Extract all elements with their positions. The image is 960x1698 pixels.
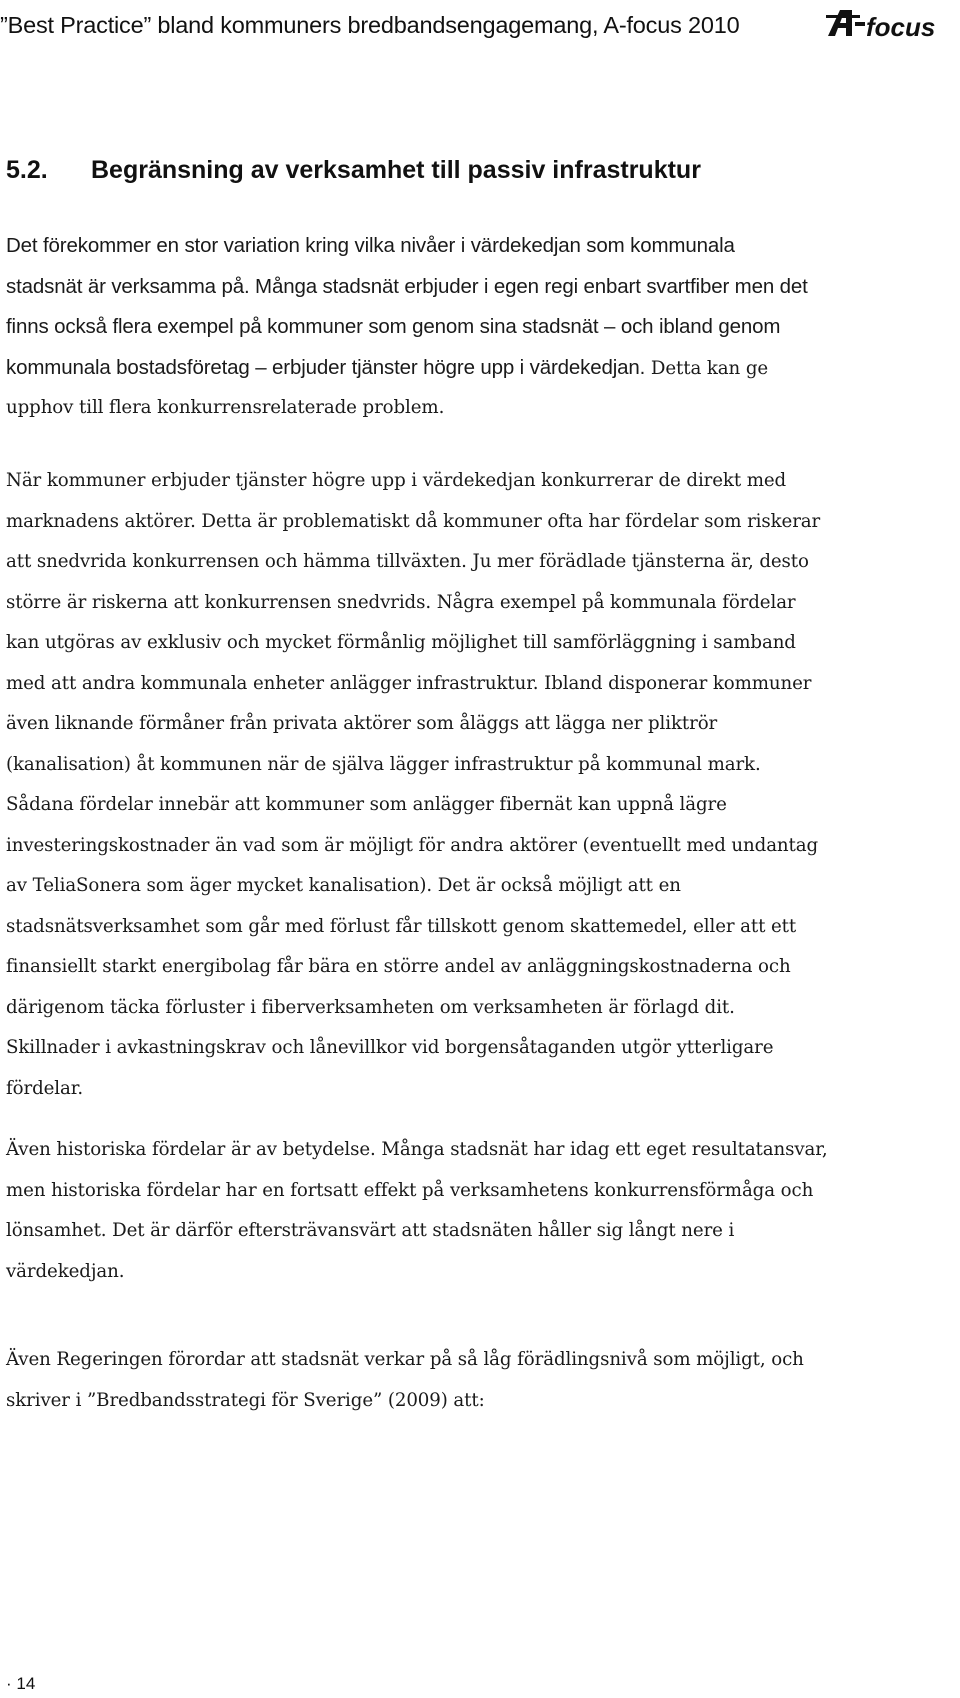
section-heading	[6, 156, 701, 185]
text-line: kommunala bostadsföretag – erbjuder tjänster högre upp i värdekedjan. Detta kan ge	[6, 355, 769, 379]
text-line: Det förekommer en stor variation kring vilka nivåer i värdekedjan som kommunala	[6, 234, 735, 257]
page-header	[0, 6, 960, 46]
page-number: · 14	[6, 1674, 36, 1693]
text-line: kan utgöras av exklusiv och mycket förmånlig möjlighet till samförläggning i samband	[6, 632, 796, 653]
paragraph-4	[6, 1340, 906, 1421]
text-line: Skillnader i avkastningskrav och lånevillkor vid borgensåtaganden utgör ytterligare	[6, 1037, 774, 1058]
section-title: Begränsning av verksamhet till passiv infrastruktur	[91, 156, 701, 184]
text-line: stadsnät är verksamma på. Många stadsnät erbjuder i egen regi enbart svartfiber men det	[6, 274, 808, 298]
text-line: finns också flera exempel på kommuner som genom sina stadsnät – och ibland genom	[6, 315, 781, 338]
text-line: fördelar.	[6, 1077, 84, 1099]
text-line: Även Regeringen förordar att stadsnät verkar på så låg förädlingsnivå som möjligt, och	[6, 1349, 804, 1370]
header-title: ”Best Practice” bland kommuners bredbandsengagemang, A-focus 2010	[0, 12, 740, 38]
text-line: även liknande förmåner från privata aktörer som åläggs att lägga ner pliktrör	[6, 713, 718, 734]
text-line: När kommuner erbjuder tjänster högre upp i värdekedjan konkurrerar de direkt med	[6, 470, 787, 491]
paragraph-1	[6, 226, 906, 429]
text-line: marknadens aktörer. Detta är problematiskt då kommuner ofta har fördelar som riskerar	[6, 510, 821, 532]
svg-text:focus: focus	[866, 12, 936, 42]
section-number: 5.2.	[6, 156, 48, 184]
logo-graphic	[826, 6, 958, 42]
text-line: därigenom täcka förluster i fiberverksamheten om verksamheten är förlagd dit.	[6, 996, 735, 1018]
text-line: Även historiska fördelar är av betydelse. Många stadsnät har idag ett eget resultatansvar,	[6, 1139, 828, 1160]
text-line: större är riskerna att konkurrensen snedvrids. Några exempel på kommunala fördelar	[6, 591, 796, 613]
text-line: stadsnätsverksamhet som går med förlust får tillskott genom skattemedel, eller att ett	[6, 915, 797, 937]
text-line: Sådana fördelar innebär att kommuner som anlägger fibernät kan uppnå lägre	[6, 794, 727, 815]
paragraph-2	[6, 461, 906, 1109]
text-line: värdekedjan.	[6, 1260, 125, 1282]
text-line: finansiellt starkt energibolag får bära en större andel av anläggningskostnaderna och	[6, 956, 791, 977]
text-line: men historiska fördelar har en fortsatt effekt på verksamhetens konkurrensförmåga och	[6, 1179, 814, 1201]
text-line: investeringskostnader än vad som är möjligt för andra aktörer (eventuellt med undantag	[6, 834, 819, 856]
a-focus-logo	[826, 6, 958, 42]
text-line: att snedvrida konkurrensen och hämma tillväxten. Ju mer förädlade tjänsterna är, desto	[6, 551, 809, 572]
text-line: (kanalisation) åt kommunen när de själva lägger infrastruktur på kommunal mark.	[6, 753, 761, 775]
text-line: med att andra kommunala enheter anlägger infrastruktur. Ibland disponerar kommuner	[6, 672, 812, 694]
text-line: skriver i ”Bredbandsstrategi för Sverige” (2009) att:	[6, 1389, 485, 1411]
paragraph-3	[6, 1130, 906, 1292]
text-line: av TeliaSonera som äger mycket kanalisation). Det är också möjligt att en	[6, 875, 681, 896]
text-line: upphov till flera konkurrensrelaterade problem.	[6, 397, 445, 418]
text-line: lönsamhet. Det är därför eftersträvansvärt att stadsnäten håller sig långt nere i	[6, 1220, 735, 1241]
